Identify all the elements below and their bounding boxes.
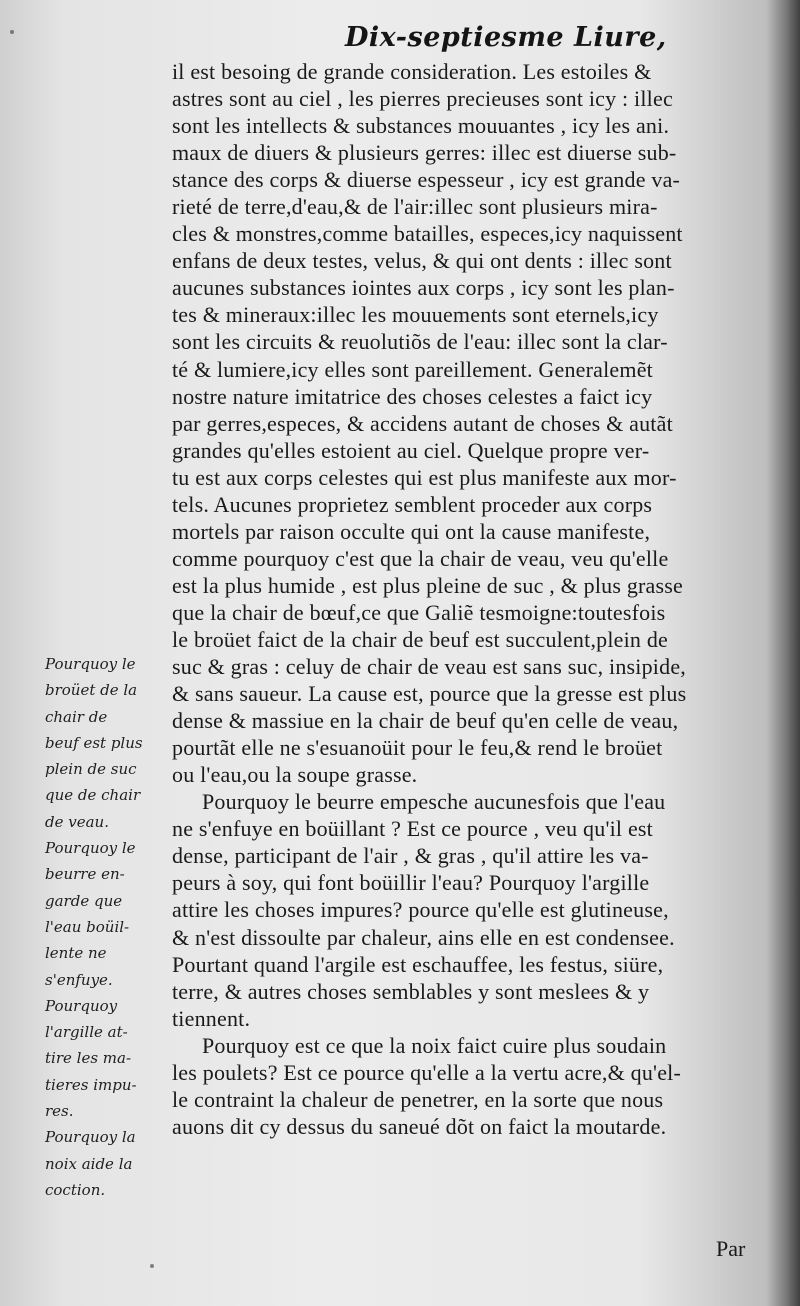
text-line: enfans de deux testes, velus, & qui ont dents : illec sont [172,248,672,274]
ink-speck [10,30,14,34]
text-line: stance des corps & diuerse espesseur , icy est grande va- [172,167,681,193]
margin-note-line: tieres impu- [45,1075,137,1094]
margin-notes [45,651,143,1203]
margin-note-line: tire les ma- [45,1049,132,1068]
margin-note-line: beuf est plus [45,733,143,752]
margin-note-line: Pourquoy [45,996,118,1015]
text-line: & sans saueur. La cause est, pource que la gresse est plus [172,681,687,707]
text-line: le broüet faict de la chair de beuf est succulent,plein de [172,626,668,652]
text-line: tels. Aucunes proprietez semblent proceder aux corps [172,491,653,517]
text-line: est la plus humide , est plus pleine de suc , & plus grasse [172,572,683,598]
text-line: dense, participant de l'air , & gras , qu'il attire les va- [172,843,649,869]
text-line: rieté de terre,d'eau,& de l'air:illec sont plusieurs mira- [172,194,658,220]
margin-note-line: res. [45,1102,74,1121]
margin-note-line: plein de suc [45,760,137,779]
margin-note-line: broüet de la [45,681,138,700]
binding-shadow [766,0,800,1306]
margin-note-line: garde que [45,891,123,910]
margin-note-line: l'eau boüil- [45,917,130,936]
text-line: ou l'eau,ou la soupe grasse. [172,762,418,788]
margin-note-line: chair de [45,707,108,726]
text-line: Pourquoy le beurre empesche aucunesfois que l'eau [202,789,666,815]
text-line: tes & mineraux:illec les mouuements sont eternels,icy [172,302,659,328]
margin-note-line: Pourquoy le [45,839,136,858]
text-line: maux de diuers & plusieurs gerres: illec est diuerse sub- [172,140,677,166]
text-line: cles & monstres,comme batailles, especes,icy naquissent [172,221,683,247]
text-line: tiennent. [172,1005,251,1031]
text-line: sont les circuits & reuolutiõs de l'eau: illec sont la clar- [172,329,668,355]
margin-note-line: noix aide la [45,1154,133,1173]
text-line: aucunes substances iointes aux corps , icy sont les plan- [172,275,675,301]
text-line: & n'est dissoulte par chaleur, ains elle en est condensee. [172,924,675,950]
text-line: suc & gras : celuy de chair de veau est sans suc, insipide, [172,654,686,680]
text-line: mortels par raison occulte qui ont la cause manifeste, [172,518,651,544]
text-line: Pourquoy est ce que la noix faict cuire plus soudain [202,1032,667,1058]
text-line: nostre nature imitatrice des choses celestes a faict icy [172,383,653,409]
margin-note-line: l'argille at- [45,1023,128,1042]
main-text-block [172,58,686,1140]
margin-note-line: Pourquoy la [45,1128,136,1147]
text-line: sont les intellects & substances mouuantes , icy les ani. [172,113,670,139]
margin-note-line: beurre en- [45,865,125,884]
margin-note-line: s'enfuye. [45,970,113,989]
text-line: terre, & autres choses semblables y sont meslees & y [172,978,650,1004]
text-line: le contraint la chaleur de penetrer, en la sorte que nous [172,1086,664,1112]
text-line: attire les choses impures? pource qu'elle est glutineuse, [172,897,669,923]
margin-note-line: que de chair [45,786,141,805]
text-line: grandes qu'elles estoient au ciel. Quelque propre ver- [172,437,650,463]
text-line: les poulets? Est ce pource qu'elle a la vertu acre,& qu'el- [172,1059,682,1085]
running-head: Dix-septiesme Liure, [345,22,667,53]
text-line: Pourtant quand l'argile est eschauffee, les festus, siüre, [172,951,664,977]
text-line: peurs à soy, qui font boüillir l'eau? Pourquoy l'argille [172,870,650,896]
text-line: comme pourquoy c'est que la chair de veau, veu qu'elle [172,545,669,571]
text-line: tu est aux corps celestes qui est plus manifeste aux mor- [172,464,677,490]
text-line: ne s'enfuye en boüillant ? Est ce pource , veu qu'il est [172,816,653,842]
ink-speck [150,1264,154,1268]
text-line: té & lumiere,icy elles sont pareillement. Generalemẽt [172,356,653,382]
margin-note-line: de veau. [45,812,109,831]
text-line: astres sont au ciel , les pierres precieuses sont icy : illec [172,86,673,112]
catchword: Par [716,1236,746,1261]
text-line: auons dit cy dessus du saneué dõt on faict la moutarde. [172,1113,667,1139]
text-line: que la chair de bœuf,ce que Galiẽ tesmoigne:toutesfois [172,599,666,625]
text-line: pourtãt elle ne s'esuanoüit pour le feu,& rend le broüet [172,735,663,761]
margin-note-line: lente ne [45,944,107,963]
text-line: il est besoing de grande consideration. Les estoiles & [172,59,652,84]
margin-note-line: coction. [45,1180,106,1199]
text-line: dense & massiue en la chair de beuf qu'en celle de veau, [172,708,679,734]
text-line: par gerres,especes, & accidens autant de choses & autãt [172,410,673,436]
margin-note-line: Pourquoy le [45,655,136,673]
